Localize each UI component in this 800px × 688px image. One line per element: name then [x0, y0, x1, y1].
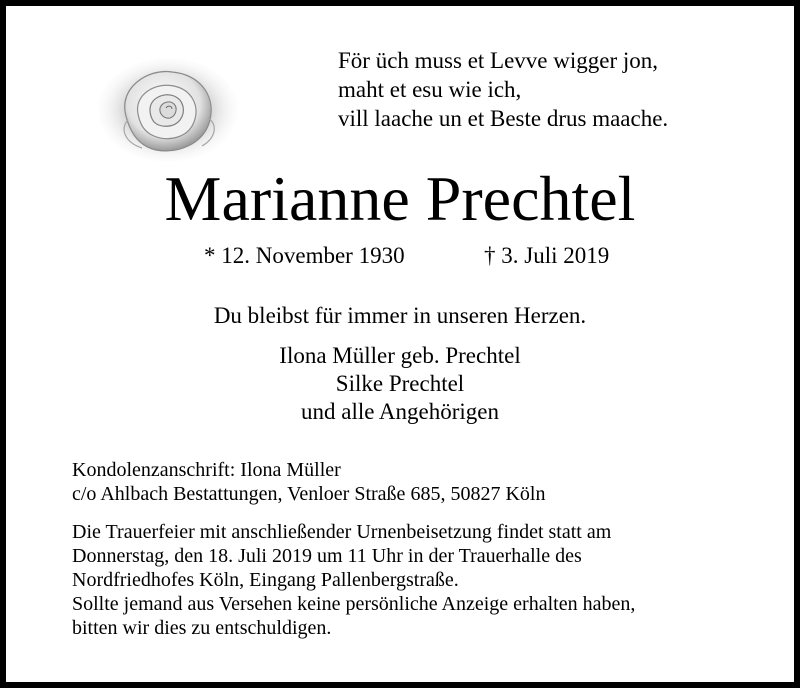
- ceremony-line: Sollte jemand aus Versehen keine persönliche Anzeige erhalten haben,: [72, 593, 636, 615]
- mourner: Ilona Müller geb. Prechtel: [279, 343, 521, 368]
- poem-line: vill laache un et Beste drus maache.: [338, 106, 669, 131]
- poem-line: För üch muss et Levve wigger jon,: [338, 48, 659, 73]
- ceremony-line: Donnerstag, den 18. Juli 2019 um 11 Uhr in der Trauerhalle des: [72, 545, 582, 567]
- motto: Du bleibst für immer in unseren Herzen.: [213, 303, 587, 328]
- ceremony-line: Die Trauerfeier mit anschließender Urnenbeisetzung findet statt am: [72, 521, 612, 543]
- deceased-name: Marianne Prechtel: [164, 163, 636, 234]
- mourner: und alle Angehörigen: [300, 399, 499, 424]
- death-date: † 3. Juli 2019: [484, 243, 610, 268]
- poem-line: maht et esu wie ich,: [338, 77, 522, 102]
- ceremony-line: bitten wir dies zu entschuldigen.: [72, 617, 332, 639]
- condolence-address: [72, 458, 545, 506]
- rose-image: [98, 58, 238, 162]
- condolence-line: Kondolenzanschrift: Ilona Müller: [72, 459, 341, 481]
- birth-date: * 12. November 1930: [204, 243, 405, 268]
- ceremony-info: [72, 520, 635, 640]
- mourners-list: [6, 342, 794, 426]
- mourner: Silke Prechtel: [335, 371, 465, 396]
- condolence-line: c/o Ahlbach Bestattungen, Venloer Straße 685, 50827 Köln: [72, 483, 546, 505]
- poem: [338, 46, 668, 133]
- ceremony-line: Nordfriedhofes Köln, Eingang Pallenbergstraße.: [72, 569, 459, 591]
